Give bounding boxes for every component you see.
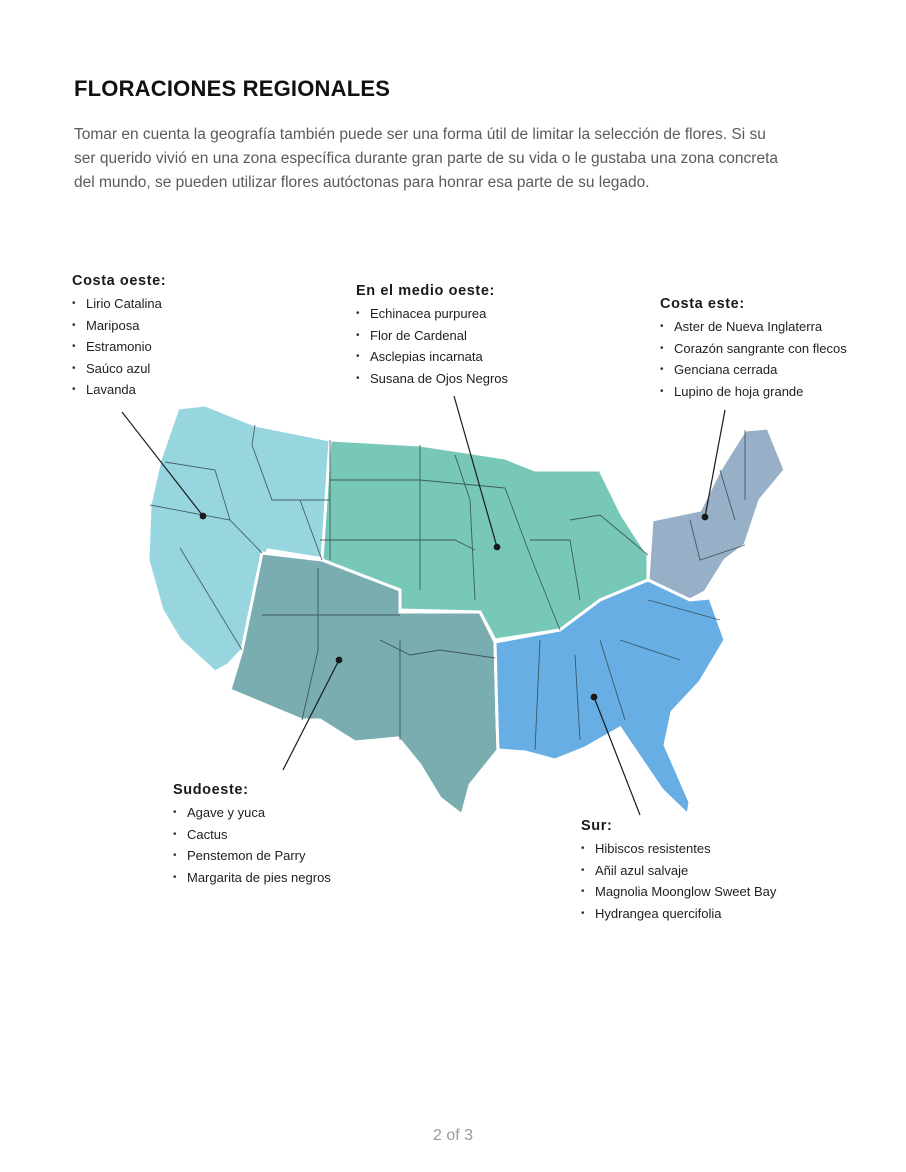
list-item: • Agave y yuca xyxy=(173,802,331,824)
region-title: Costa oeste: xyxy=(72,273,167,289)
list-item: • Mariposa xyxy=(72,315,166,337)
intro-line: ser querido vivió en una zona específica durante gran parte de su vida o le gustaba una zona concreta xyxy=(74,150,778,167)
list-item: • Lirio Catalina xyxy=(72,293,166,315)
page-title: FLORACIONES REGIONALES xyxy=(74,76,391,101)
region-title: Sudoeste: xyxy=(173,782,249,798)
list-item: • Penstemon de Parry xyxy=(173,845,331,867)
list-item: • Saúco azul xyxy=(72,358,166,380)
list-item: • Añil azul salvaje xyxy=(581,860,776,882)
intro-line: del mundo, se pueden utilizar flores autóctonas para honrar esa parte de su legado. xyxy=(74,174,650,191)
callout-west xyxy=(72,273,166,401)
region-title: Sur: xyxy=(581,818,613,834)
flower-list xyxy=(173,802,331,888)
page-number: 2 of 3 xyxy=(432,1127,474,1144)
list-item: • Hibiscos resistentes xyxy=(581,838,776,860)
list-item: • Aster de Nueva Inglaterra xyxy=(660,316,847,338)
region-title: En el medio oeste: xyxy=(356,283,495,299)
flower-list xyxy=(356,303,508,389)
callout-south xyxy=(581,818,776,924)
list-item: • Flor de Cardenal xyxy=(356,325,508,347)
flower-list xyxy=(581,838,776,924)
list-item: • Corazón sangrante con flecos xyxy=(660,338,847,360)
intro-line: Tomar en cuenta la geografía también puede ser una forma útil de limitar la selección de flores. Si su xyxy=(74,126,766,143)
list-item: • Lavanda xyxy=(72,379,166,401)
flower-list xyxy=(72,293,166,401)
list-item: • Margarita de pies negros xyxy=(173,867,331,889)
list-item: • Susana de Ojos Negros xyxy=(356,368,508,390)
list-item: • Magnolia Moonglow Sweet Bay xyxy=(581,881,776,903)
callout-east xyxy=(660,296,847,402)
flower-list xyxy=(660,316,847,402)
list-item: • Estramonio xyxy=(72,336,166,358)
list-item: • Lupino de hoja grande xyxy=(660,381,847,403)
list-item: • Hydrangea quercifolia xyxy=(581,903,776,925)
callout-southwest xyxy=(173,782,331,888)
callout-midwest xyxy=(356,283,508,389)
list-item: • Genciana cerrada xyxy=(660,359,847,381)
list-item: • Echinacea purpurea xyxy=(356,303,508,325)
list-item: • Asclepias incarnata xyxy=(356,346,508,368)
region-title: Costa este: xyxy=(660,296,745,312)
list-item: • Cactus xyxy=(173,824,331,846)
